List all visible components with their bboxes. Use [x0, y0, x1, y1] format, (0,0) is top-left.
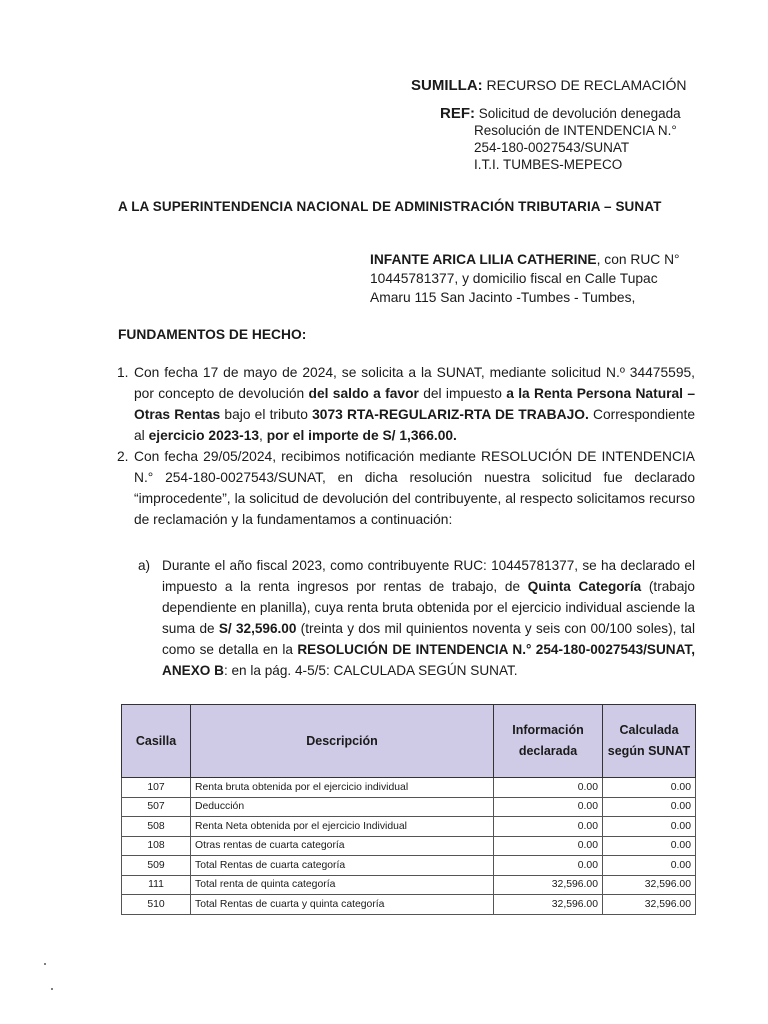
cell-casilla: 111 [122, 875, 191, 895]
tax-summary-table [121, 704, 696, 915]
party-identification [370, 250, 700, 307]
cell-descripcion: Total Rentas de cuarta categoría [191, 856, 494, 876]
cell-casilla: 108 [122, 836, 191, 856]
cell-sunat: 0.00 [603, 836, 696, 856]
header-informacion: Información declarada [494, 705, 603, 778]
cell-casilla: 509 [122, 856, 191, 876]
cell-descripcion: Renta Neta obtenida por el ejercicio Individual [191, 817, 494, 837]
list-item-1 [117, 362, 695, 446]
cell-sunat: 0.00 [603, 797, 696, 817]
cell-declarada: 32,596.00 [494, 895, 603, 915]
cell-sunat: 32,596.00 [603, 875, 696, 895]
item-text: Con fecha 17 de mayo de 2024, se solicita a la SUNAT, mediante solicitud N.º 34475595, por concepto de devolución del saldo a favor del impuesto a la Renta Persona Natural – Otras Rentas bajo el tributo 3073 RTA-REGULARIZ-RTA DE TRABAJO. Correspondiente al ejercicio 2023-13, por el importe de S/ 1,366.00. [134, 365, 695, 443]
reference-block [440, 105, 681, 173]
table-header-row [122, 705, 696, 778]
header-calculada: Calculada según SUNAT [603, 705, 696, 778]
table-row [122, 817, 696, 837]
scan-speck [44, 963, 46, 965]
item-number: 1. [117, 365, 129, 380]
cell-descripcion: Total renta de quinta categoría [191, 875, 494, 895]
scan-speck [51, 988, 53, 990]
header-descripcion: Descripción [191, 705, 494, 778]
cell-declarada: 0.00 [494, 836, 603, 856]
ref-line-4: I.T.I. TUMBES-MEPECO [474, 157, 623, 172]
sub-item-text: Durante el año fiscal 2023, como contribuyente RUC: 10445781377, se ha declarado el impuesto a la renta ingresos por rentas de trabajo, de Quinta Categoría (trabajo dependiente en planilla), cuya renta bruta obtenida por el ejercicio individual asciende la suma de S/ 32,596.00 (treinta y dos mil quinientos noventa y seis con 00/100 soles), tal como se detalla en la RESOLUCIÓN DE INTENDENCIA N.° 254-180-0027543/SUNAT, ANEXO B: en la pág. 4-5/5: CALCULADA SEGÚN SUNAT. [162, 558, 695, 678]
ref-line-1: Solicitud de devolución denegada [478, 106, 681, 121]
cell-sunat: 32,596.00 [603, 895, 696, 915]
sub-item-a [138, 555, 695, 681]
sub-item-mark: a) [138, 558, 151, 573]
list-item-2 [117, 446, 695, 530]
cell-casilla: 107 [122, 778, 191, 798]
item-number: 2. [117, 449, 129, 464]
sumilla-line [411, 77, 686, 94]
sumilla-value: RECURSO DE RECLAMACIÓN [486, 77, 687, 93]
cell-declarada: 32,596.00 [494, 875, 603, 895]
cell-sunat: 0.00 [603, 778, 696, 798]
cell-declarada: 0.00 [494, 797, 603, 817]
ref-line-3: 254-180-0027543/SUNAT [474, 140, 630, 155]
addressee: A LA SUPERINTENDENCIA NACIONAL DE ADMINISTRACIÓN TRIBUTARIA – SUNAT [118, 199, 662, 214]
item-text: Con fecha 29/05/2024, recibimos notificación mediante RESOLUCIÓN DE INTENDENCIA N.° 254-180-0027543/SUNAT, en dicha resolución nuestra solicitud fue declarado “improcedente”, la solicitud de devolución del contribuyente, al respecto solicitamos recurso de reclamación y la fundamentamos a continuación: [134, 449, 695, 527]
table-row [122, 797, 696, 817]
cell-sunat: 0.00 [603, 817, 696, 837]
ref-label: REF: [440, 105, 475, 122]
party-details: , con RUC N° 10445781377, y domicilio fiscal en Calle Tupac Amaru 115 San Jacinto -Tumbes - Tumbes, [370, 252, 680, 305]
cell-descripcion: Otras rentas de cuarta categoría [191, 836, 494, 856]
cell-declarada: 0.00 [494, 817, 603, 837]
cell-descripcion: Total Rentas de cuarta y quinta categoría [191, 895, 494, 915]
cell-sunat: 0.00 [603, 856, 696, 876]
cell-casilla: 507 [122, 797, 191, 817]
table-row [122, 836, 696, 856]
cell-descripcion: Deducción [191, 797, 494, 817]
sumilla-label: SUMILLA: [411, 77, 483, 94]
cell-casilla: 508 [122, 817, 191, 837]
table-row [122, 895, 696, 915]
table-row [122, 778, 696, 798]
table-row [122, 875, 696, 895]
cell-casilla: 510 [122, 895, 191, 915]
cell-declarada: 0.00 [494, 778, 603, 798]
table-row [122, 856, 696, 876]
section-heading: FUNDAMENTOS DE HECHO: [118, 327, 307, 342]
facts-list [117, 362, 695, 530]
header-casilla: Casilla [122, 705, 191, 778]
ref-line-2: Resolución de INTENDENCIA N.° [474, 123, 677, 138]
cell-descripcion: Renta bruta obtenida por el ejercicio individual [191, 778, 494, 798]
party-name: INFANTE ARICA LILIA CATHERINE [370, 252, 597, 267]
cell-declarada: 0.00 [494, 856, 603, 876]
